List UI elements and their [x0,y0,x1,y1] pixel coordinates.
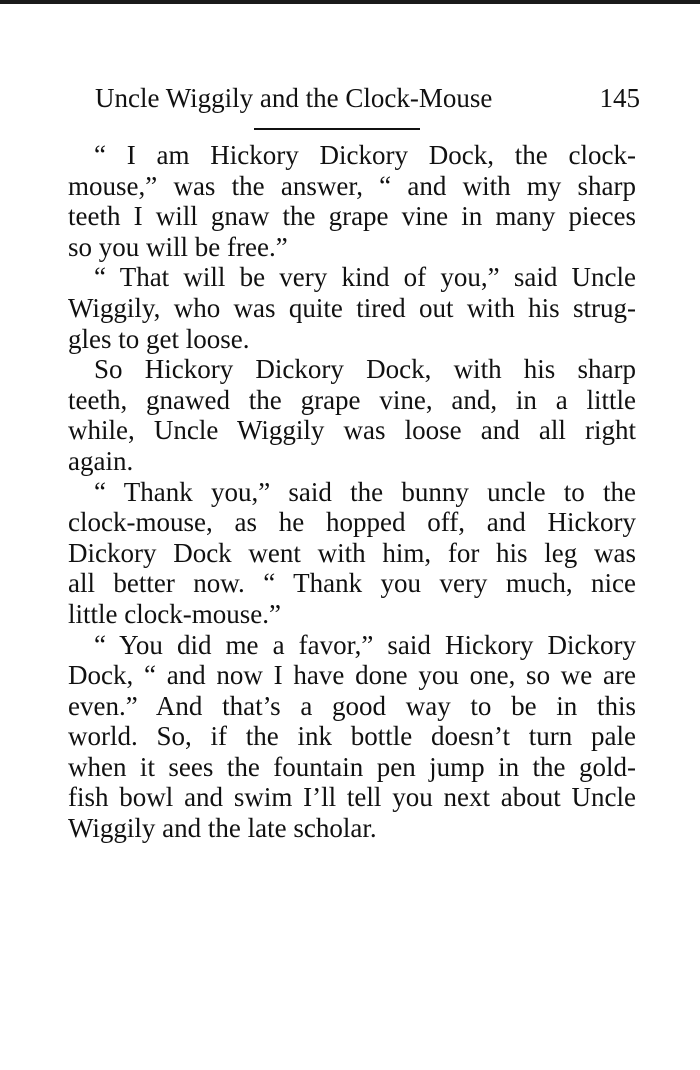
text-line: “ That will be very kind of you,” said Uncle [94,262,636,293]
running-head-title: Uncle Wiggily and the Clock-Mouse [95,83,493,113]
text-line: Dickory Dock went with him, for his leg was [68,537,636,568]
top-page-edge-rule [0,0,700,4]
body-text [68,140,636,844]
text-line: teeth, gnawed the grape vine, and, in a little [68,384,636,415]
text-line: when it sees the fountain pen jump in the gold- [68,751,636,782]
text-line: “ Thank you,” said the bunny uncle to the [94,476,636,507]
text-line: fish bowl and swim I’ll tell you next about Uncle [68,782,636,813]
text-line: again. [68,445,134,476]
text-line: teeth I will gnaw the grape vine in many pieces [68,201,636,232]
text-line: Wiggily, who was quite tired out with his strug- [68,292,636,323]
text-line: gles to get loose. [68,323,250,354]
text-line: mouse,” was the answer, “ and with my sharp [68,170,636,201]
text-line: So Hickory Dickory Dock, with his sharp [94,354,636,385]
text-line: “ You did me a favor,” said Hickory Dickory [94,629,636,660]
text-line: world. So, if the ink bottle doesn’t turn pale [68,721,636,752]
header-rule [254,128,420,130]
text-line: little clock-mouse.” [68,598,281,629]
text-line: while, Uncle Wiggily was loose and all right [68,415,636,446]
page-number: 145 [599,83,640,113]
text-line: all better now. “ Thank you very much, nice [68,568,636,599]
text-line: Wiggily and the late scholar. [68,813,377,844]
running-head [95,78,640,118]
text-line: “ I am Hickory Dickory Dock, the clock- [94,140,636,170]
text-line: even.” And that’s a good way to be in this [68,690,636,721]
text-line: so you will be free.” [68,231,288,262]
text-line: Dock, “ and now I have done you one, so we are [68,660,636,691]
text-line: clock-mouse, as he hopped off, and Hickory [68,507,636,538]
